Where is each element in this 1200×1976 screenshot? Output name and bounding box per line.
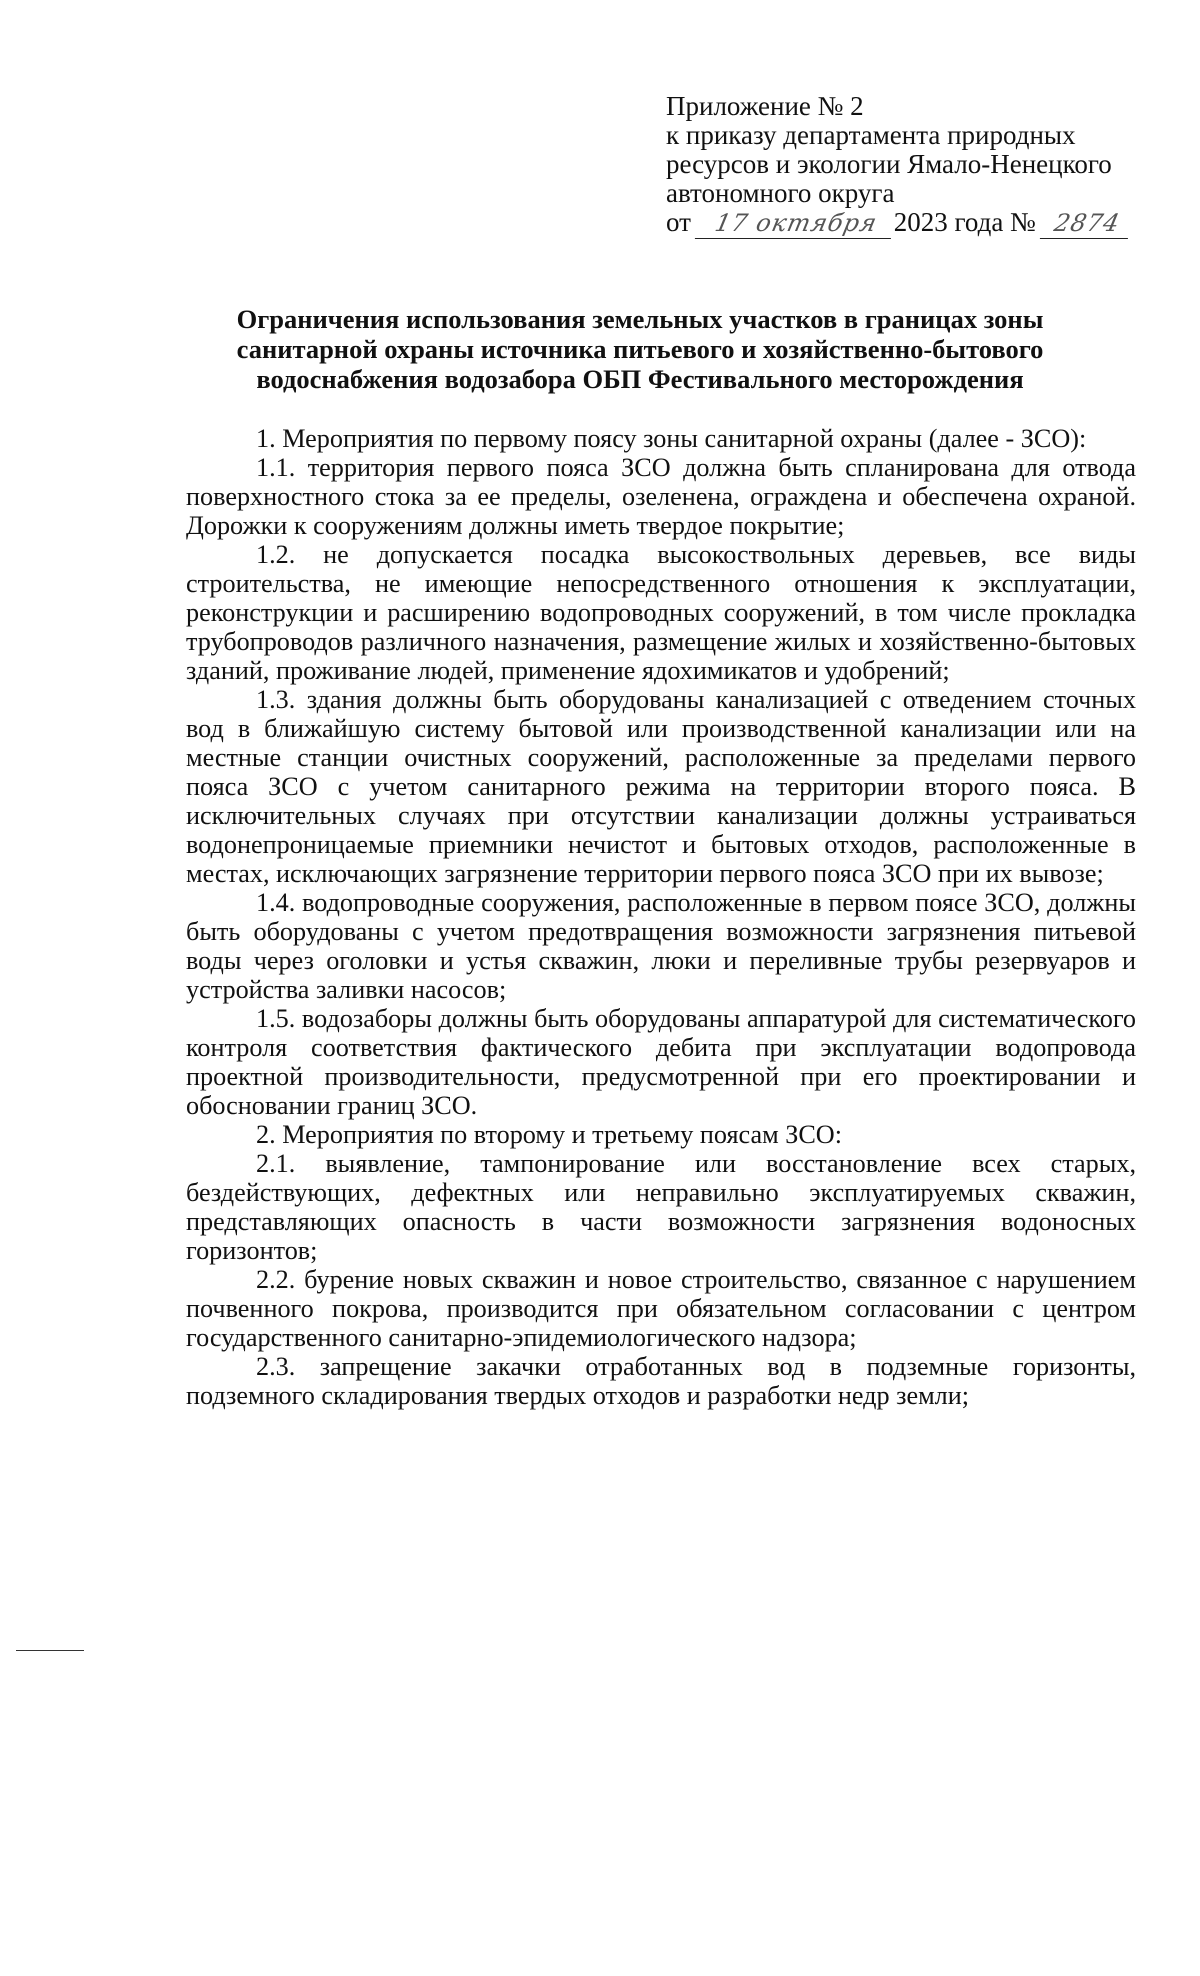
appendix-date-line: [666, 208, 1136, 239]
item-2-1: 2.1. выявление, тампонирование или восстановление всех старых, бездействующих, дефектных или неправильно эксплуатируемых скважин, представляющих опасность в части возможности загрязнения водоносных горизонтов;: [186, 1149, 1136, 1265]
from-label: от: [666, 207, 691, 237]
item-1-3: 1.3. здания должны быть оборудованы канализацией с отведением сточных вод в ближайшую систему бытовой или производственной канализации или на местные станции очистных сооружений, расположенные за пределами первого пояса ЗСО с учетом санитарного режима на территории второго пояса. В исключительных случаях при отсутствии канализации должны устраиваться водонепроницаемые приемники нечистот и бытовых отходов, расположенные в местах, исключающих загрязнение территории первого пояса ЗСО при их вывозе;: [186, 685, 1136, 888]
title-line-3: водоснабжения водозабора ОБП Фестивального месторождения: [256, 364, 1024, 394]
appendix-region-line: автономного округа: [666, 178, 895, 208]
footnote-divider: [16, 1650, 84, 1651]
item-1-5: 1.5. водозаборы должны быть оборудованы аппаратурой для систематического контроля соответствия фактического дебита при эксплуатации водопровода проектной производительности, предусмотренной при его проектировании и обосновании границ ЗСО.: [186, 1004, 1136, 1120]
item-2-3: 2.3. запрещение закачки отработанных вод в подземные горизонты, подземного складирования твердых отходов и разработки недр земли;: [186, 1352, 1136, 1410]
document-body: [186, 424, 1136, 1410]
title-line-1: Ограничения использования земельных участков в границах зоны: [236, 304, 1044, 334]
appendix-department-line: ресурсов и экологии Ямало-Ненецкого: [666, 149, 1112, 179]
section-2-heading: 2. Мероприятия по второму и третьему поясам ЗСО:: [256, 1120, 842, 1149]
appendix-number: Приложение № 2: [666, 91, 864, 121]
title-line-2: санитарной охраны источника питьевого и хозяйственно-бытового: [236, 334, 1044, 364]
handwritten-order-number: 2874: [1039, 209, 1133, 239]
appendix-header: [666, 92, 1136, 239]
year-label: 2023 года №: [893, 207, 1036, 237]
appendix-order-line: к приказу департамента природных: [666, 120, 1076, 150]
section-1-heading: 1. Мероприятия по первому поясу зоны санитарной охраны (далее - ЗСО):: [256, 424, 1087, 453]
document-title: [190, 304, 1090, 394]
item-1-1: 1.1. территория первого пояса ЗСО должна быть спланирована для отвода поверхностного стока за ее пределы, озеленена, ограждена и обеспечена охраной. Дорожки к сооружениям должны иметь твердое покрытие;: [186, 453, 1136, 540]
handwritten-date: 17 октября: [695, 209, 897, 239]
item-1-4: 1.4. водопроводные сооружения, расположенные в первом поясе ЗСО, должны быть оборудованы с учетом предотвращения возможности загрязнения питьевой воды через оголовки и устья скважин, люки и переливные трубы резервуаров и устройства заливки насосов;: [186, 888, 1136, 1004]
item-1-2: 1.2. не допускается посадка высокоствольных деревьев, все виды строительства, не имеющие непосредственного отношения к эксплуатации, реконструкции и расширению водопроводных сооружений, в том числе прокладка трубопроводов различного назначения, размещение жилых и хозяйственно-бытовых зданий, проживание людей, применение ядохимикатов и удобрений;: [186, 540, 1136, 685]
item-2-2: 2.2. бурение новых скважин и новое строительство, связанное с нарушением почвенного покрова, производится при обязательном согласовании с центром государственного санитарно-эпидемиологического надзора;: [186, 1265, 1136, 1352]
